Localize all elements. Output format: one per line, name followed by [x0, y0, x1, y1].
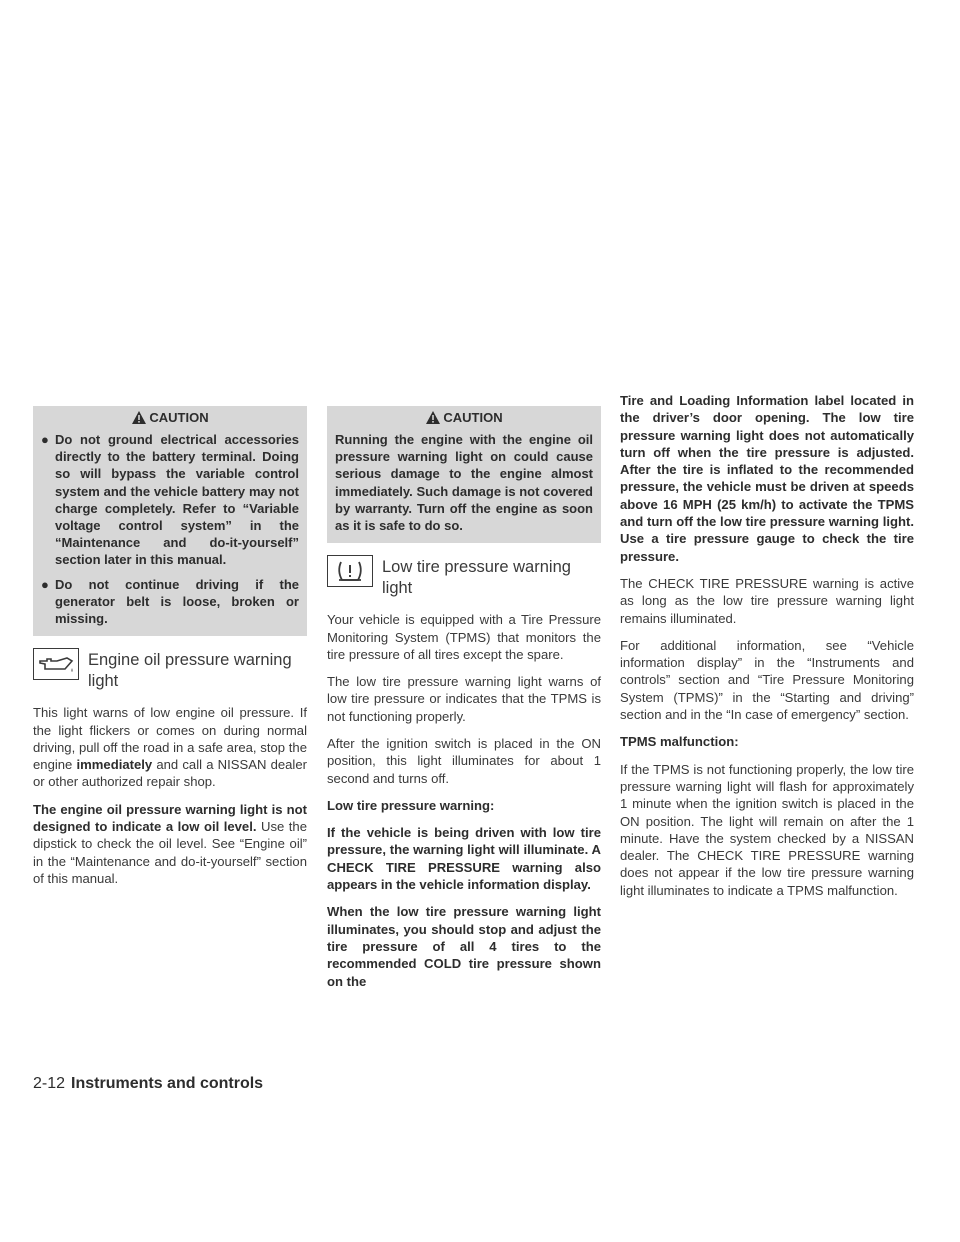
tire-pressure-icon: [327, 555, 373, 587]
oil-can-icon: [33, 648, 79, 680]
section-heading-text: Low tire pressure warning light: [382, 558, 571, 598]
section-heading-text: Engine oil pressure warning light: [88, 651, 292, 691]
paragraph: Tire and Loading Information label located in the driver’s door opening. The low tire pressure warning light does not automatically turn off when the tire pressure is adjusted. After the tire is inflated to the recommended pressure, the vehicle must be driven at speeds above 16 MPH (25 km/h) to activate the TPMS and turn off the low tire pressure warning light. Use a tire pressure gauge to check the tire pressure.: [620, 393, 914, 564]
paragraph: When the low tire pressure warning light illuminates, you should stop and adjust the tire pressure of all 4 tires to the recommended COLD tire pressure shown on the: [327, 904, 601, 989]
caution-bullet-text: Do not continue driving if the generator belt is loose, broken or missing.: [55, 576, 299, 627]
caution-box-generator: [33, 406, 307, 636]
paragraph: For additional information, see “Vehicle information display” in the “Instruments and controls” section and “Tire Pressure Monitoring System (TPMS)” in the “Starting and driving” section and in the “In case of emergency” section.: [620, 637, 914, 723]
paragraph: The engine oil pressure warning light is not designed to indicate a low oil level. Use the dipstick to check the oil level. See “Engine oil” in the “Maintenance and do-it-yourself” section of this manual.: [33, 801, 308, 886]
caution-bullet-text: Do not ground electrical accessories directly to the battery terminal. Doing so will bypass the variable control system and the vehicle battery may not charge completely. Refer to “Variable voltage control system” in the “Maintenance and do-it-yourself” section later in this manual.: [55, 432, 299, 568]
caution-header: [335, 410, 593, 425]
caution-text: Running the engine with the engine oil pressure warning light on could cause serious damage to the engine almost immediately. Such damage is not covered by warranty. Turn off the engine as soon as it is safe to do so.: [335, 432, 593, 534]
bullet-icon: ●: [41, 576, 49, 592]
paragraph: Your vehicle is equipped with a Tire Pressure Monitoring System (TPMS) that monitors the tire pressure of all tires except the spare.: [327, 612, 601, 662]
subheading: TPMS malfunction:: [620, 734, 739, 750]
page-number: 2-12: [33, 1075, 66, 1092]
paragraph: If the TPMS is not functioning properly, the low tire pressure warning light will flash for approximately 1 minute when the ignition switch is placed in the ON position. The light will remain on after the 1 minute. Have the system checked by a NISSAN dealer. The CHECK TIRE PRESSURE warning does not appear if the low tire pressure warning light illuminates to indicate a TPMS malfunction.: [620, 761, 914, 898]
caution-bullet: [41, 431, 299, 569]
paragraph: The CHECK TIRE PRESSURE warning is active as long as the low tire pressure warning light remains illuminated.: [620, 575, 914, 626]
warning-triangle-icon: [425, 410, 441, 425]
page-footer: [33, 1075, 263, 1093]
bullet-icon: ●: [41, 432, 49, 447]
paragraph: This light warns of low engine oil pressure. If the light flickers or comes on during normal driving, pull off the road in a safe area, stop the engine immediately and call a NISSAN dealer or other authorized repair shop.: [33, 705, 307, 790]
paragraph: After the ignition switch is placed in the ON position, this light illuminates for about 1 second and turns off.: [327, 736, 601, 786]
subheading: Low tire pressure warning:: [327, 797, 495, 813]
paragraph: The low tire pressure warning light warns of low tire pressure or indicates that the TPMS is not functioning properly.: [327, 674, 601, 724]
caution-header: [41, 410, 299, 425]
paragraph: If the vehicle is being driven with low tire pressure, the warning light will illuminate. A CHECK TIRE PRESSURE warning also appears in the vehicle information display.: [327, 825, 601, 893]
caution-box-oil: [327, 406, 601, 543]
caution-bullet: [41, 576, 299, 628]
warning-triangle-icon: [131, 410, 147, 425]
column-1: [33, 406, 307, 897]
column-3: [620, 392, 914, 909]
column-2: [327, 406, 601, 1000]
caution-label: CAUTION: [149, 410, 209, 425]
section-heading-oil: [33, 648, 307, 692]
caution-label: CAUTION: [443, 410, 503, 425]
section-name: Instruments and controls: [71, 1075, 264, 1092]
section-heading-tire: [327, 555, 601, 599]
